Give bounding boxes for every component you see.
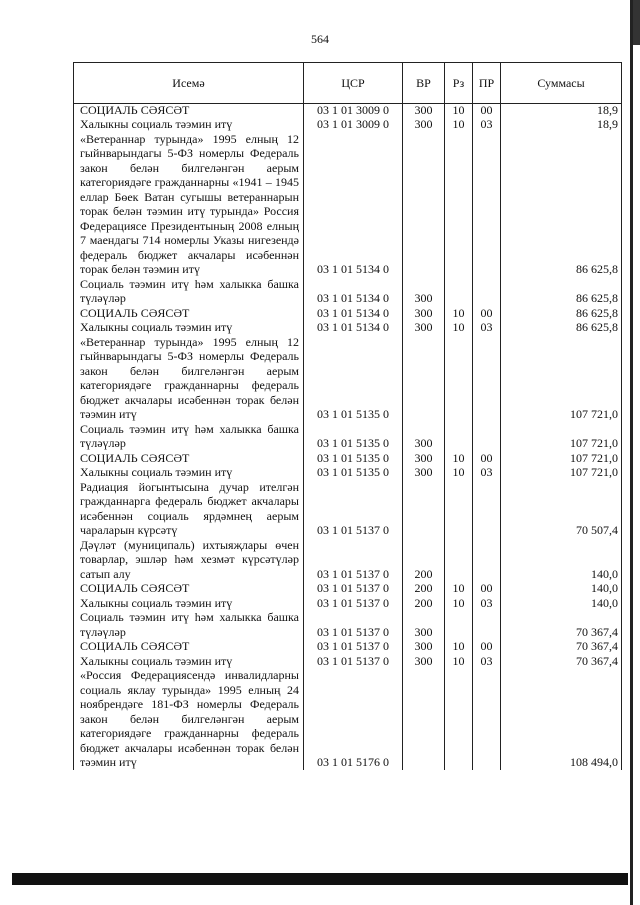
row-sum: 86 625,8 [501,277,622,306]
page-number: 564 [311,32,329,46]
row-pr: 03 [473,596,501,611]
row-csr: 03 1 01 5135 0 [304,335,403,422]
row-name: СОЦИАЛЬ СӘЯСӘТ [74,639,304,654]
row-name: Халыкны социаль тәэмин итү [74,465,304,480]
row-csr: 03 1 01 5134 0 [304,277,403,306]
scan-edge-mark [633,0,640,45]
scan-bottom-bar [12,873,628,885]
row-pr [473,132,501,277]
row-rz: 10 [445,104,473,118]
row-rz: 10 [445,117,473,132]
row-csr: 03 1 01 3009 0 [304,104,403,118]
row-pr [473,610,501,639]
row-vr: 300 [403,104,445,118]
row-pr: 00 [473,639,501,654]
row-csr: 03 1 01 5137 0 [304,610,403,639]
row-csr: 03 1 01 5134 0 [304,132,403,277]
row-rz: 10 [445,654,473,669]
scan-edge-line [630,0,633,905]
row-vr: 200 [403,538,445,582]
row-csr: 03 1 01 5137 0 [304,654,403,669]
row-name: Социаль тәэмин итү һәм халыкка башка түләүләр [74,422,304,451]
row-vr: 200 [403,581,445,596]
table-header [74,63,622,104]
row-rz: 10 [445,451,473,466]
row-rz: 10 [445,320,473,335]
row-name: СОЦИАЛЬ СӘЯСӘТ [74,581,304,596]
row-pr [473,668,501,770]
table-row [74,306,622,321]
row-csr: 03 1 01 5135 0 [304,451,403,466]
row-pr [473,422,501,451]
row-pr: 00 [473,306,501,321]
row-vr [403,668,445,770]
row-pr: 00 [473,451,501,466]
row-sum: 107 721,0 [501,465,622,480]
table-row [74,654,622,669]
row-rz: 10 [445,465,473,480]
row-name: Дәүләт (муниципаль) ихтыяҗлары өчен товарлар, эшләр һәм хезмәт күрсәтүләр сатып алу [74,538,304,582]
row-sum: 107 721,0 [501,422,622,451]
row-pr: 00 [473,581,501,596]
row-name: Радиация йогынтысына дучар ителгән гражданнарга федераль бюджет акчалары исәбеннән социаль ярдәмнең аерым чараларын күрсәтү [74,480,304,538]
row-rz: 10 [445,581,473,596]
table-row [74,465,622,480]
row-vr [403,480,445,538]
row-pr [473,538,501,582]
row-sum: 86 625,8 [501,132,622,277]
row-name: «Ветераннар турында» 1995 елның 12 гыйнварындагы 5-ФЗ номерлы Федераль закон белән билгеләнгән аерым категориядәге гражданнарны «1941 – 1945 еллар Бөек Ватан сугышы ветераннарын торак белән тәэмин итү турында» Россия Федерациясе Президентының 2008 елның 7 маендагы 714 номерлы Указы нигезендә федераль бюджет акчалары исәбеннән торак белән тәэмин итү [74,132,304,277]
column-header-rz: Рз [445,63,473,104]
table-row [74,596,622,611]
row-sum: 86 625,8 [501,320,622,335]
column-header-vr: ВР [403,63,445,104]
row-sum: 70 367,4 [501,639,622,654]
row-name: Социаль тәэмин итү һәм халыкка башка түләүләр [74,277,304,306]
row-csr: 03 1 01 5137 0 [304,596,403,611]
row-sum: 107 721,0 [501,335,622,422]
row-sum: 86 625,8 [501,306,622,321]
row-pr: 00 [473,104,501,118]
table-row [74,132,622,277]
row-csr: 03 1 01 5137 0 [304,581,403,596]
row-rz: 10 [445,306,473,321]
table-row [74,480,622,538]
row-pr [473,480,501,538]
row-csr: 03 1 01 5135 0 [304,422,403,451]
row-sum: 18,9 [501,104,622,118]
row-sum: 140,0 [501,538,622,582]
table-row [74,117,622,132]
row-sum: 70 507,4 [501,480,622,538]
row-pr: 03 [473,117,501,132]
row-rz [445,335,473,422]
row-name: «Россия Федерациясендә инвалидларны социаль яклау турында» 1995 елның 24 ноябрендәге 181-ФЗ номерлы Федераль закон белән билгеләнгән аерым категориядәге гражданнарны федераль бюджет акчалары исәбеннән торак белән тәэмин итү [74,668,304,770]
row-csr: 03 1 01 5134 0 [304,306,403,321]
table-row [74,335,622,422]
row-rz [445,480,473,538]
table-row [74,451,622,466]
row-name: Халыкны социаль тәэмин итү [74,596,304,611]
row-name: СОЦИАЛЬ СӘЯСӘТ [74,451,304,466]
row-sum: 70 367,4 [501,654,622,669]
row-pr: 03 [473,320,501,335]
row-csr: 03 1 01 5137 0 [304,480,403,538]
row-rz: 10 [445,596,473,611]
row-vr: 300 [403,277,445,306]
row-csr: 03 1 01 5137 0 [304,538,403,582]
row-vr: 300 [403,610,445,639]
row-sum: 108 494,0 [501,668,622,770]
table-row [74,277,622,306]
column-header-pr: ПР [473,63,501,104]
row-sum: 107 721,0 [501,451,622,466]
row-csr: 03 1 01 5176 0 [304,668,403,770]
row-csr: 03 1 01 5137 0 [304,639,403,654]
row-vr: 300 [403,465,445,480]
row-vr: 300 [403,422,445,451]
row-name: Халыкны социаль тәэмин итү [74,117,304,132]
row-csr: 03 1 01 5134 0 [304,320,403,335]
row-vr: 300 [403,451,445,466]
row-name: СОЦИАЛЬ СӘЯСӘТ [74,306,304,321]
row-name: Халыкны социаль тәэмин итү [74,320,304,335]
table-row [74,538,622,582]
table-row [74,422,622,451]
row-rz [445,538,473,582]
row-vr: 200 [403,596,445,611]
row-vr [403,335,445,422]
row-name: Социаль тәэмин итү һәм халыкка башка түләүләр [74,610,304,639]
row-rz [445,610,473,639]
column-header-sum: Суммасы [501,63,622,104]
table-row [74,668,622,770]
row-pr: 03 [473,465,501,480]
table-row [74,639,622,654]
row-csr: 03 1 01 5135 0 [304,465,403,480]
row-pr [473,277,501,306]
row-vr: 300 [403,639,445,654]
table-row [74,610,622,639]
row-rz [445,277,473,306]
row-pr [473,335,501,422]
table-row [74,104,622,118]
budget-table [73,62,622,770]
row-rz [445,422,473,451]
row-rz [445,132,473,277]
row-vr: 300 [403,306,445,321]
row-vr [403,132,445,277]
column-header-name: Исемә [74,63,304,104]
table-body [74,104,622,770]
row-vr: 300 [403,654,445,669]
row-csr: 03 1 01 3009 0 [304,117,403,132]
row-vr: 300 [403,320,445,335]
row-name: «Ветераннар турында» 1995 елның 12 гыйнварындагы 5-ФЗ номерлы Федераль закон белән билгеләнгән аерым категориядәге гражданнарны федераль бюджет акчалары исәбеннән торак белән тәэмин итү [74,335,304,422]
row-sum: 140,0 [501,581,622,596]
row-sum: 70 367,4 [501,610,622,639]
row-pr: 03 [473,654,501,669]
column-header-csr: ЦСР [304,63,403,104]
row-rz [445,668,473,770]
row-sum: 140,0 [501,596,622,611]
row-sum: 18,9 [501,117,622,132]
row-name: Халыкны социаль тәэмин итү [74,654,304,669]
row-rz: 10 [445,639,473,654]
row-vr: 300 [403,117,445,132]
row-name: СОЦИАЛЬ СӘЯСӘТ [74,104,304,118]
table-row [74,320,622,335]
table-row [74,581,622,596]
